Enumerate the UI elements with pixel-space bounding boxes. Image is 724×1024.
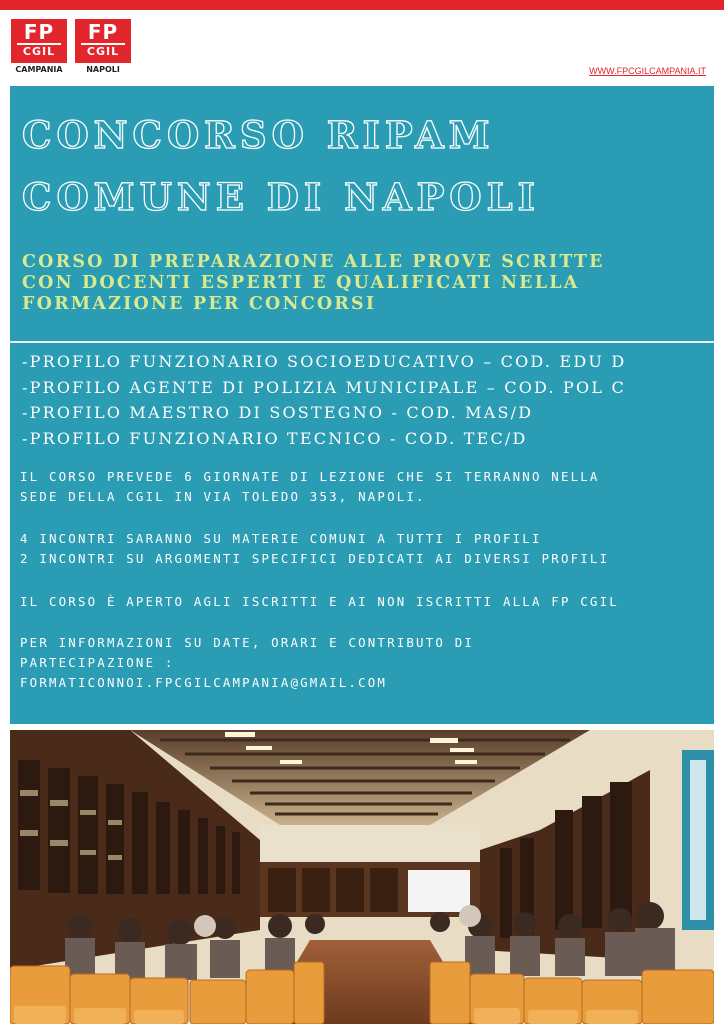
subtitle-line: CORSO DI PREPARAZIONE ALLE PROVE SCRITTE: [22, 252, 605, 272]
logo-cgil-text: CGIL: [81, 43, 125, 59]
profile-item: -PROFILO FUNZIONARIO SOCIOEDUCATIVO – COD. EDU D: [22, 352, 627, 371]
body-line: SEDE DELLA CGIL IN VIA TOLEDO 353, NAPOLI.: [20, 489, 426, 504]
website-link[interactable]: WWW.FPCGILCAMPANIA.IT: [589, 66, 706, 76]
logo-fp-text: FP: [23, 20, 55, 44]
course-subtitle: [22, 252, 712, 315]
body-line: PER INFORMAZIONI SU DATE, ORARI E CONTRIBUTO DI: [20, 635, 475, 650]
course-description: [20, 467, 600, 507]
eligibility-note: [20, 592, 619, 612]
divider: [10, 341, 714, 343]
title-line-1: CONCORSO RIPAM: [22, 113, 495, 157]
profile-item: -PROFILO FUNZIONARIO TECNICO - COD. TEC/D: [22, 428, 528, 448]
subtitle-line: CON DOCENTI ESPERTI E QUALIFICATI NELLA: [22, 273, 580, 293]
body-line: 4 INCONTRI SARANNO SU MATERIE COMUNI A TUTTI I PROFILI: [20, 531, 542, 546]
body-line: IL CORSO PREVEDE 6 GIORNATE DI LEZIONE CHE SI TERRANNO NELLA: [20, 469, 600, 484]
contact-info: [20, 633, 474, 693]
profiles-list: [22, 349, 626, 451]
fp-cgil-napoli-logo: [75, 19, 131, 63]
contact-email[interactable]: FORMATICONNOI.FPCGILCAMPANIA@GMAIL.COM: [20, 675, 388, 690]
body-line: 2 INCONTRI SU ARGOMENTI SPECIFICI DEDICATI AI DIVERSI PROFILI: [20, 551, 610, 566]
meetings-description: [20, 529, 609, 569]
top-red-bar: [0, 0, 724, 10]
title-line-2: COMUNE DI NAPOLI: [22, 175, 540, 219]
fp-cgil-campania-logo: [11, 19, 67, 63]
body-line: PARTECIPAZIONE :: [20, 655, 175, 670]
profile-item: -PROFILO MAESTRO DI SOSTEGNO - COD. MAS/D: [22, 403, 534, 422]
logo-caption-campania: CAMPANIA: [15, 65, 63, 74]
lecture-hall-photo: [10, 730, 714, 1024]
subtitle-line: FORMAZIONE PER CONCORSI: [22, 294, 377, 314]
profile-item: -PROFILO AGENTE DI POLIZIA MUNICIPALE – COD. POL C: [22, 377, 626, 397]
body-line: IL CORSO È APERTO AGLI ISCRITTI E AI NON ISCRITTI ALLA FP CGIL: [20, 594, 619, 609]
logo-cgil-text: CGIL: [17, 43, 61, 59]
logo-fp-text: FP: [87, 20, 119, 44]
logo-caption-napoli: NAPOLI: [86, 65, 120, 74]
